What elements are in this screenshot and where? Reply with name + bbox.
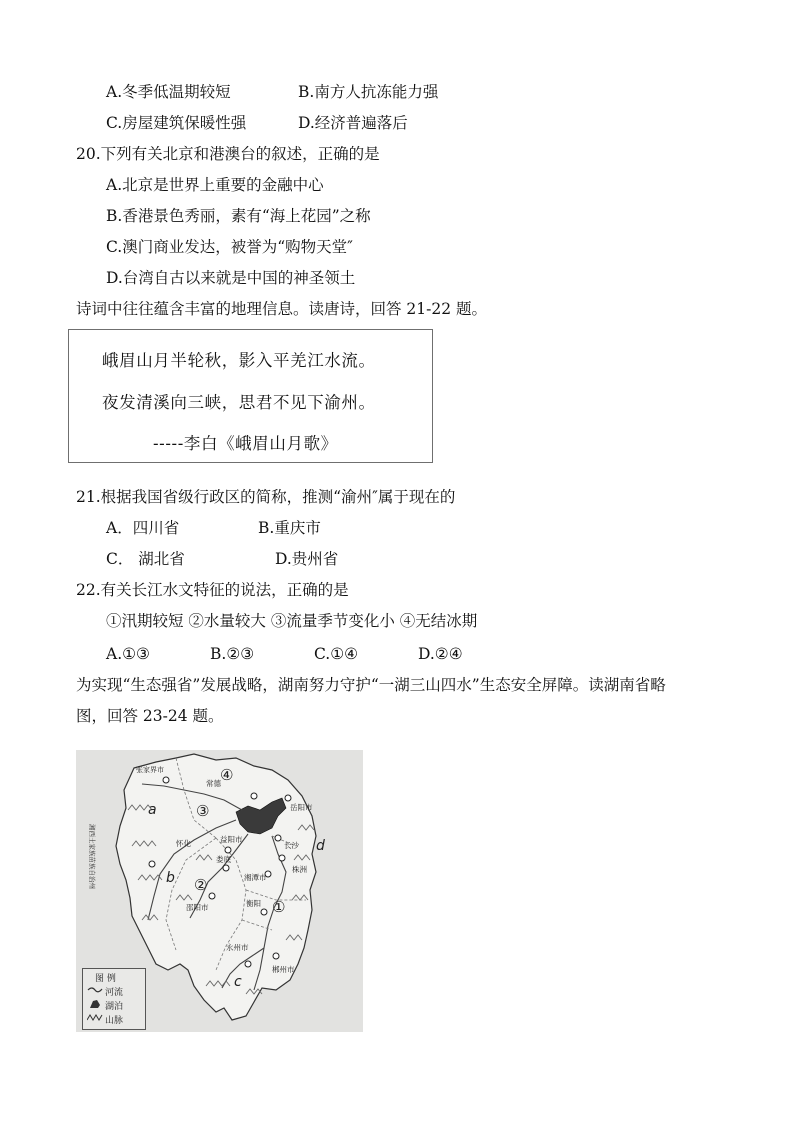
- q21-option-a: A．四川省: [106, 519, 180, 537]
- province-outline: [116, 754, 316, 1020]
- q19-option-a: A.冬季低温期较短: [106, 83, 231, 101]
- map-label-3: ③: [196, 802, 210, 820]
- q21-stem: 21.根据我国省级行政区的简称，推测“渝州″属于现在的: [76, 488, 456, 506]
- map-city-shaoyang: 邵阳市: [186, 903, 209, 912]
- intro-23-24-line-2: 图，回答 23-24 题。: [76, 707, 224, 725]
- q22-option-d: D.②④: [418, 645, 463, 663]
- map-city-changde: 常德: [206, 779, 221, 788]
- legend-mountain-label: 山脉: [105, 1016, 124, 1026]
- map-city-yueyang: 岳阳市: [290, 803, 313, 812]
- map-label-4: ④: [220, 766, 234, 784]
- hunan-map: [76, 750, 363, 1032]
- legend-mountain-row: [87, 1013, 123, 1026]
- map-city-hengyang: 衡阳: [246, 899, 261, 908]
- map-label-d: d: [316, 838, 325, 854]
- map-city-yiyang: 益阳市: [220, 835, 243, 844]
- q20-option-b: B.香港景色秀丽，素有“海上花园”之称: [106, 207, 371, 225]
- q21-option-c: C． 湖北省: [106, 550, 185, 568]
- map-city-zhangjiajie: 张家界市: [136, 766, 164, 774]
- poem-author: -----李白《峨眉山月歌》: [153, 434, 338, 453]
- q21-option-d: D.贵州省: [275, 550, 339, 568]
- q22-items: ①汛期较短 ②水量较大 ③流量季节变化小 ④无结冰期: [106, 612, 478, 630]
- map-label-a: a: [148, 802, 157, 818]
- map-label-1: ①: [272, 898, 286, 916]
- map-label-2: ②: [194, 876, 208, 894]
- map-city-loudi: 娄底: [216, 855, 231, 864]
- poem-line-2: 夜发清溪向三峡，思君不见下渝州。: [102, 393, 376, 412]
- q20-option-d: D.台湾自古以来就是中国的神圣领土: [106, 269, 356, 287]
- q19-option-d: D.经济普遍落后: [298, 114, 408, 132]
- q20-stem: 20.下列有关北京和港澳台的叙述，正确的是: [76, 145, 380, 163]
- legend-lake-label: 湖泊: [105, 1002, 124, 1012]
- legend-river-row: [87, 985, 123, 998]
- legend-river-label: 河流: [105, 988, 124, 998]
- map-label-c: c: [234, 974, 242, 990]
- q19-option-c: C.房屋建筑保暖性强: [106, 114, 247, 132]
- poem-box: [68, 329, 433, 463]
- poem-intro: 诗词中往往蕴含丰富的地理信息。读唐诗，回答 21-22 题。: [76, 300, 488, 318]
- q22-stem: 22.有关长江水文特征的说法，正确的是: [76, 581, 349, 599]
- intro-23-24-line-1: 为实现“生态强省”发展战略，湖南努力守护“一湖三山四水”生态安全屏障。读湖南省略: [76, 676, 666, 694]
- map-city-chenzhou: 郴州市: [272, 965, 295, 974]
- map-city-changsha: 长沙: [284, 841, 299, 850]
- map-label-b: b: [166, 870, 175, 886]
- map-city-yongzhou: 永州市: [226, 943, 249, 952]
- q20-option-c: C.澳门商业发达，被誉为“购物天堂″: [106, 238, 353, 256]
- q22-option-c: C.①④: [314, 645, 359, 663]
- poem-line-1: 峨眉山月半轮秋，影入平羌江水流。: [102, 351, 376, 370]
- legend-title: 图 例: [95, 974, 116, 984]
- q22-option-a: A.①③: [106, 645, 150, 663]
- q20-option-a: A.北京是世界上重要的金融中心: [106, 176, 324, 194]
- legend-lake-row: [87, 999, 123, 1012]
- map-city-xiangtan: 湘潭市: [244, 873, 267, 882]
- map-city-xiangxi: 湘西土家族苗族自治州: [88, 824, 96, 889]
- q21-option-b: B.重庆市: [258, 519, 321, 537]
- q22-option-b: B.②③: [210, 645, 255, 663]
- map-legend: [82, 968, 146, 1030]
- map-city-zhuzhou: 株洲: [292, 865, 307, 874]
- map-city-huaihua: 怀化: [176, 839, 191, 848]
- q19-option-b: B.南方人抗冻能力强: [298, 83, 439, 101]
